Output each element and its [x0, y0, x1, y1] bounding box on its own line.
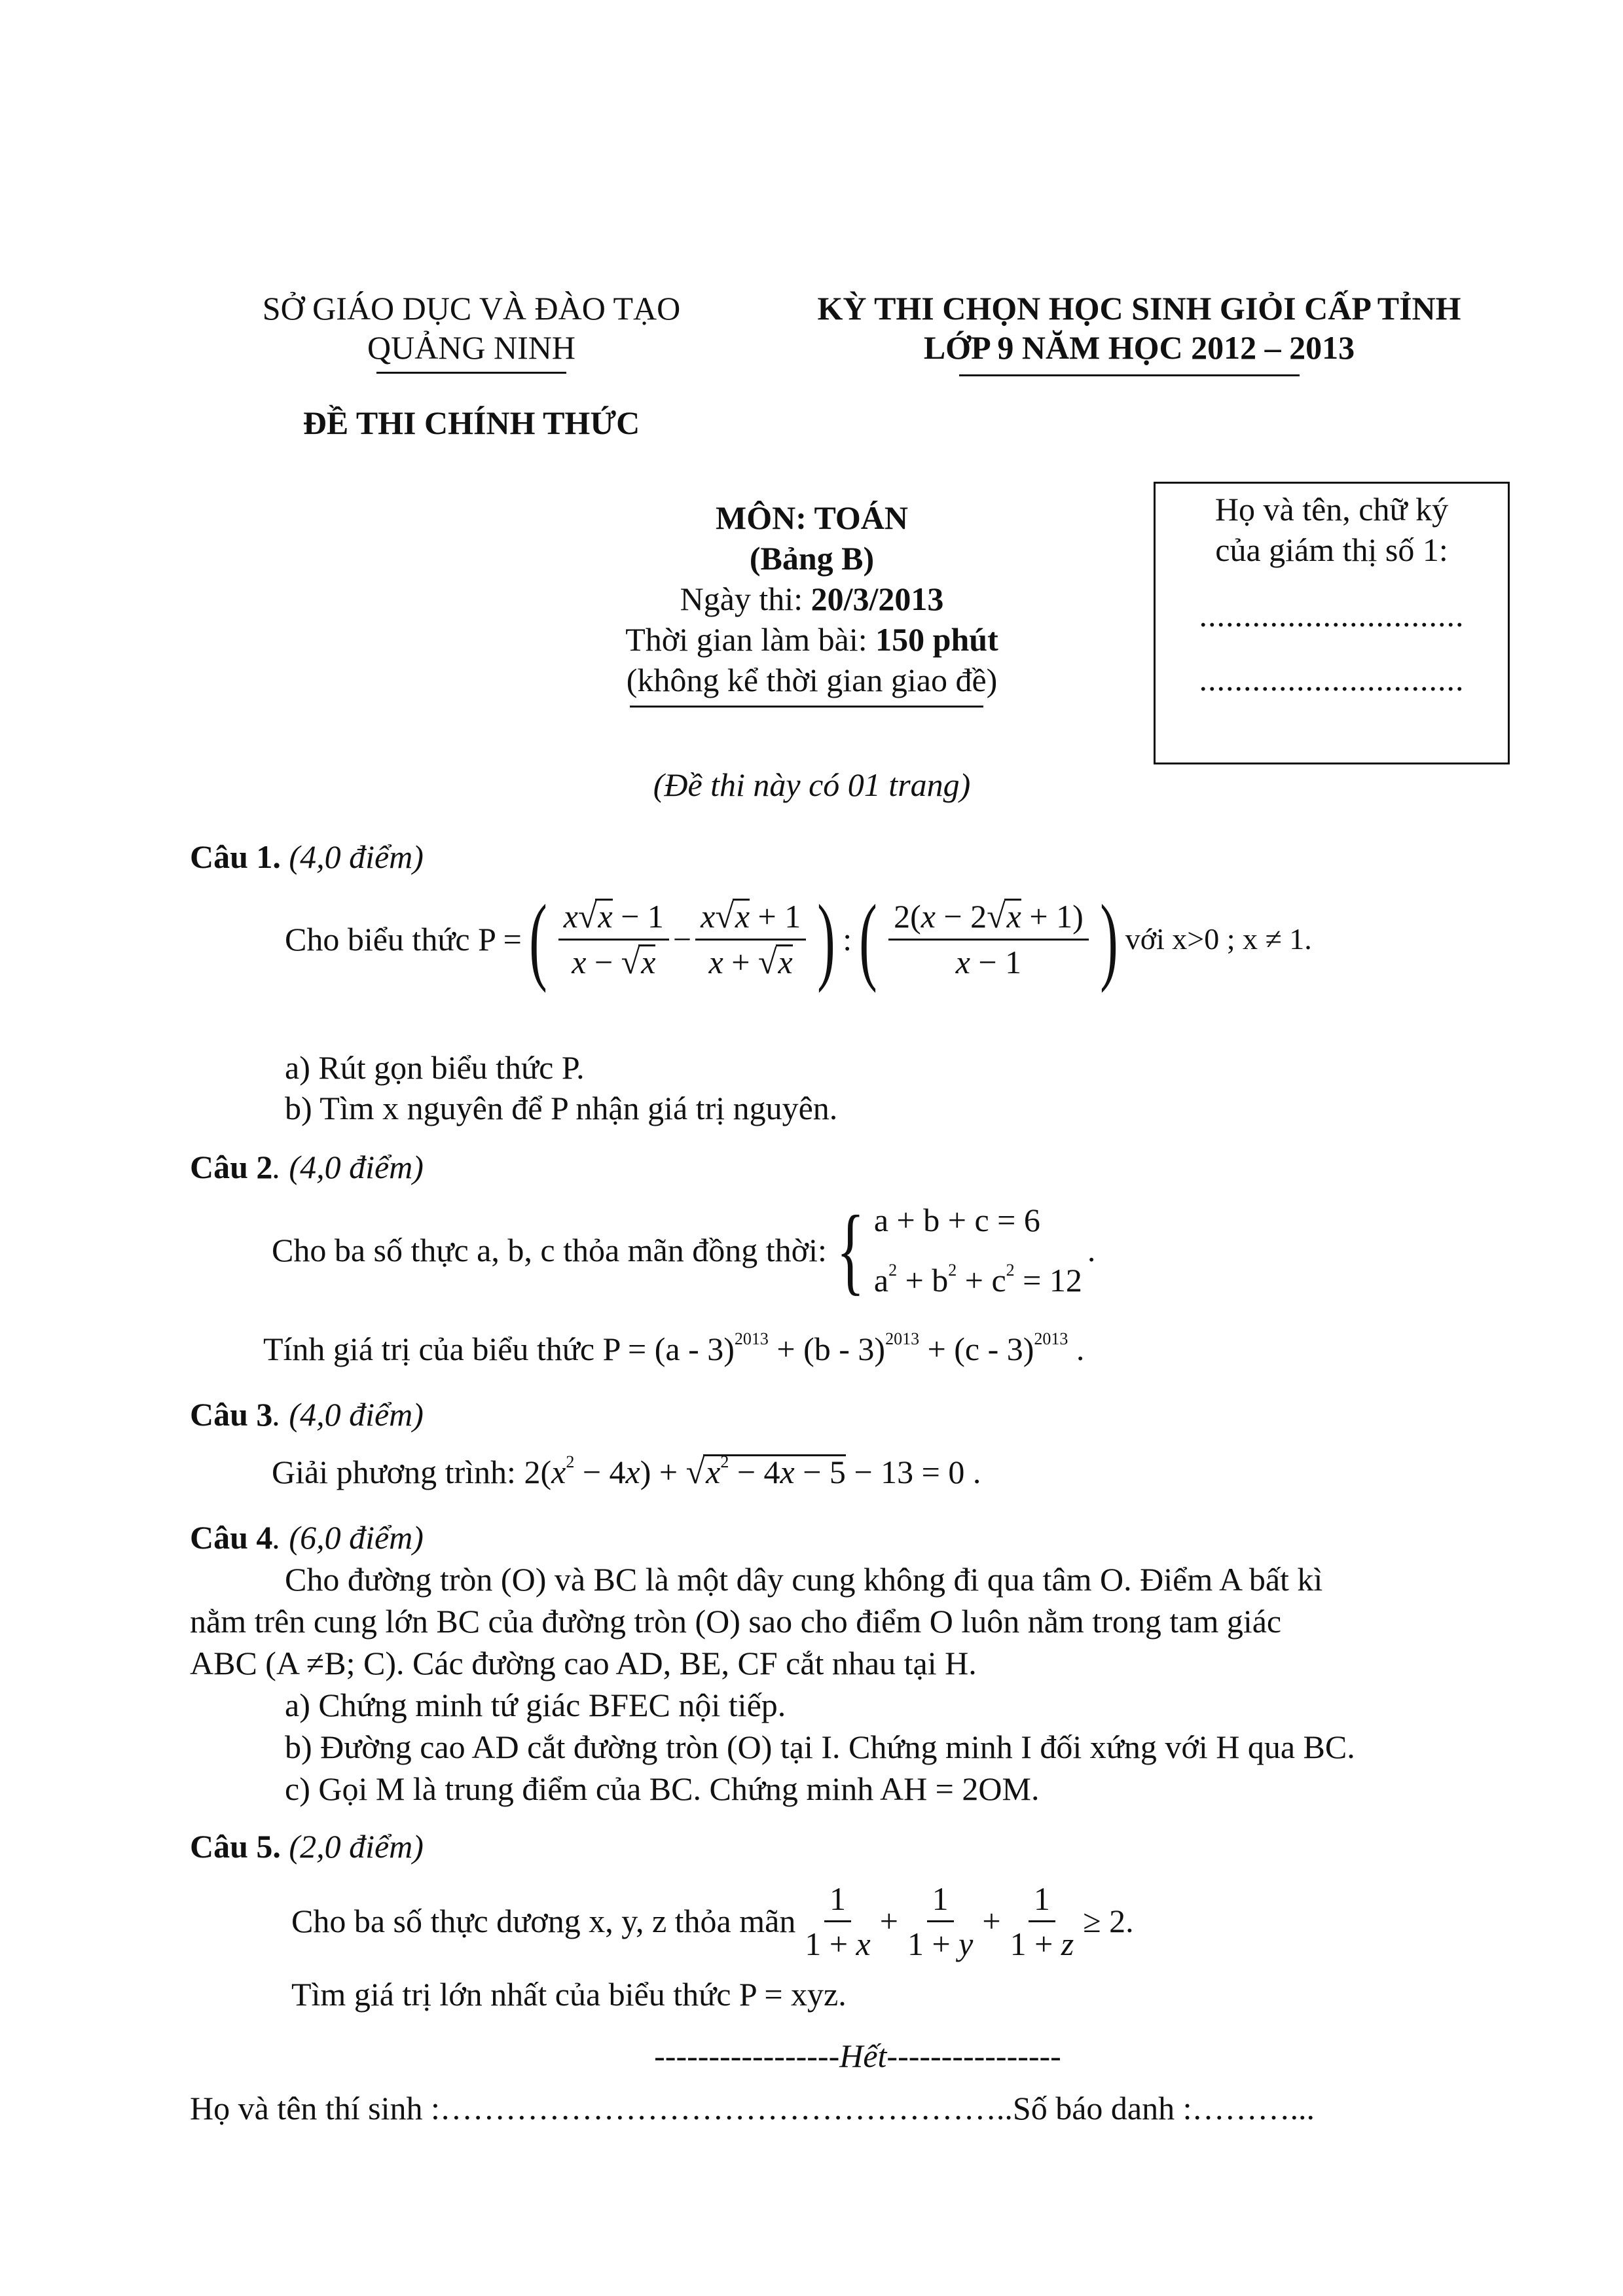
q5-inequality: Cho ba số thực dương x, y, z thỏa mãn $\frac{1}{1 + x}$ + $\frac{1}{1 + y}$ + $\frac{1}{1 + z}$ ≥ 2.	[291, 1872, 1134, 1970]
exam-title: KỲ THI CHỌN HỌC SINH GIỎI CẤP TỈNH	[817, 290, 1461, 327]
q5-fraction-z: $\frac{1}{1 + z}$	[1005, 1878, 1080, 1964]
exam-date-label: Ngày thi:	[680, 581, 811, 617]
equation-1: a + b + c = 6	[873, 1202, 1040, 1238]
q4-part-c: c) Gọi M là trung điểm của BC. Chứng minh AH = 2OM.	[285, 1770, 1040, 1807]
q5-intro: Cho ba số thực dương x, y, z thỏa mãn	[291, 1903, 796, 1939]
exam-title-underline	[959, 374, 1300, 376]
q1-part-a: a) Rút gọn biểu thức P.	[285, 1049, 585, 1086]
q2-system: Cho ba số thực a, b, c thỏa mãn đồng thời: { a + b + c = 6 $a^2 + b^2 + c^2 = 12$ .	[272, 1196, 1096, 1304]
supervisor-signature-line-1: ..............................	[1199, 597, 1465, 634]
q4-paragraph-line-2: nằm trên cung lớn BC của đường tròn (O) sao cho điểm O luôn nằm trong tam giác	[190, 1603, 1282, 1640]
end-marker: -----------------Hết----------------	[654, 2037, 1061, 2074]
q3-equation: Giải phương trình: $2(x^2 - 4x) + √x^2 - 4x - 5 - 13 = 0$ .	[272, 1452, 981, 1491]
q1-fraction-3: $\frac{2(x - 2√x + 1)}{x - 1}$	[888, 896, 1089, 982]
supervisor-label-1: Họ và tên, chữ ký	[1214, 491, 1449, 528]
pages-note: (Đề thi này có 01 trang)	[653, 766, 971, 803]
official-label: ĐỀ THI CHÍNH THỨC	[302, 404, 640, 441]
q1-condition: với x>0 ; x ≠ 1.	[1125, 922, 1312, 956]
q5-fraction-x: $\frac{1}{1 + x}$	[799, 1878, 875, 1964]
q3-intro: Giải phương trình:	[272, 1454, 524, 1490]
right-paren: )	[817, 885, 835, 994]
q4-title: Câu 4	[190, 1519, 273, 1556]
q2-title: Câu 2	[190, 1149, 273, 1185]
end-word: Hết	[839, 2037, 887, 2074]
supervisor-label-2: của giám thị số 1:	[1215, 531, 1448, 568]
q3-points: . (4,0 điểm)	[272, 1396, 424, 1433]
exam-date	[576, 579, 1048, 619]
q5-inequality-end: ≥ 2.	[1083, 1903, 1134, 1939]
province-name: QUẢNG NINH	[367, 329, 576, 366]
q5-points: (2,0 điểm)	[280, 1828, 424, 1865]
q3-title: Câu 3	[190, 1396, 273, 1433]
left-paren: (	[529, 885, 547, 994]
candidate-info-line: Họ và tên thí sinh :……………………………………………..Số báo danh :………...	[190, 2090, 1315, 2126]
exam-duration-label: Thời gian làm bài:	[625, 621, 876, 658]
department-name: SỞ GIÁO DỤC VÀ ĐÀO TẠO	[262, 290, 681, 327]
q1-part-b: b) Tìm x nguyên để P nhận giá trị nguyên.	[285, 1090, 838, 1126]
q1-fraction-1: $\frac{x√x - 1}{x - √x}$	[558, 896, 669, 983]
q1-expression: Cho biểu thức P = ( $\frac{x√x - 1}{x - √x}$ − $\frac{x√x + 1}{x + √x}$ ) : ( $\frac{2(x - 2√x + 1)}{x - 1}$ ) với x>0 ; x ≠ 1.	[285, 885, 1312, 994]
exam-date-value: 20/3/2013	[811, 581, 944, 617]
q5-title: Câu 5.	[190, 1828, 281, 1865]
q5-heading	[190, 1826, 424, 1867]
exam-duration-value: 150 phút	[875, 621, 998, 658]
q1-title: Câu 1.	[190, 838, 281, 875]
subject: MÔN: TOÁN	[716, 499, 908, 536]
q1-points: (4,0 điểm)	[280, 838, 424, 875]
q2-points: . (4,0 điểm)	[272, 1149, 424, 1185]
q1-fraction-2: $\frac{x√x + 1}{x + √x}$	[695, 896, 806, 983]
q4-part-b: b) Đường cao AD cắt đường tròn (O) tại I. Chứng minh I đối xứng với H qua BC.	[285, 1729, 1355, 1765]
q4-paragraph-line-1: Cho đường tròn (O) và BC là một dây cung không đi qua tâm O. Điểm A bất kì	[285, 1561, 1323, 1598]
q4-heading	[190, 1517, 424, 1558]
duration-underline	[630, 706, 983, 708]
system-equations	[874, 1200, 1082, 1300]
q2-intro: Cho ba số thực a, b, c thỏa mãn đồng thời:	[272, 1232, 827, 1268]
q2-heading	[190, 1147, 424, 1187]
exam-grade-year: LỚP 9 NĂM HỌC 2012 – 2013	[923, 329, 1355, 366]
q1-heading	[190, 836, 424, 877]
duration-note: (không kể thời gian giao đề)	[626, 662, 998, 698]
q2-compute: Tính giá trị của biểu thức P = (a - 3)$^{2013}$ + (b - 3)$^{2013}$ + (c - 3)$^{2013}$ .	[263, 1329, 1085, 1367]
q5-fraction-y: $\frac{1}{1 + y}$	[902, 1878, 978, 1964]
q4-paragraph-line-3: ABC (A ≠B; C). Các đường cao AD, BE, CF cắt nhau tại H.	[190, 1645, 977, 1681]
q3-heading	[190, 1394, 424, 1435]
system-brace: {	[836, 1196, 865, 1304]
q5-find: Tìm giá trị lớn nhất của biểu thức P = xyz.	[291, 1976, 847, 2013]
province-underline	[376, 372, 566, 374]
q4-points: . (6,0 điểm)	[272, 1519, 424, 1556]
q1-intro: Cho biểu thức P =	[285, 921, 522, 958]
q4-part-a: a) Chứng minh tứ giác BFEC nội tiếp.	[285, 1687, 786, 1723]
equation-2: $a^2 + b^2 + c^2 = 12$	[873, 1261, 1082, 1299]
left-paren-2: (	[859, 885, 877, 994]
right-paren-2: )	[1099, 885, 1118, 994]
board: (Bảng B)	[749, 540, 875, 577]
supervisor-box	[1154, 482, 1510, 764]
exam-duration	[576, 619, 1048, 660]
supervisor-signature-line-2: ..............................	[1199, 661, 1465, 698]
